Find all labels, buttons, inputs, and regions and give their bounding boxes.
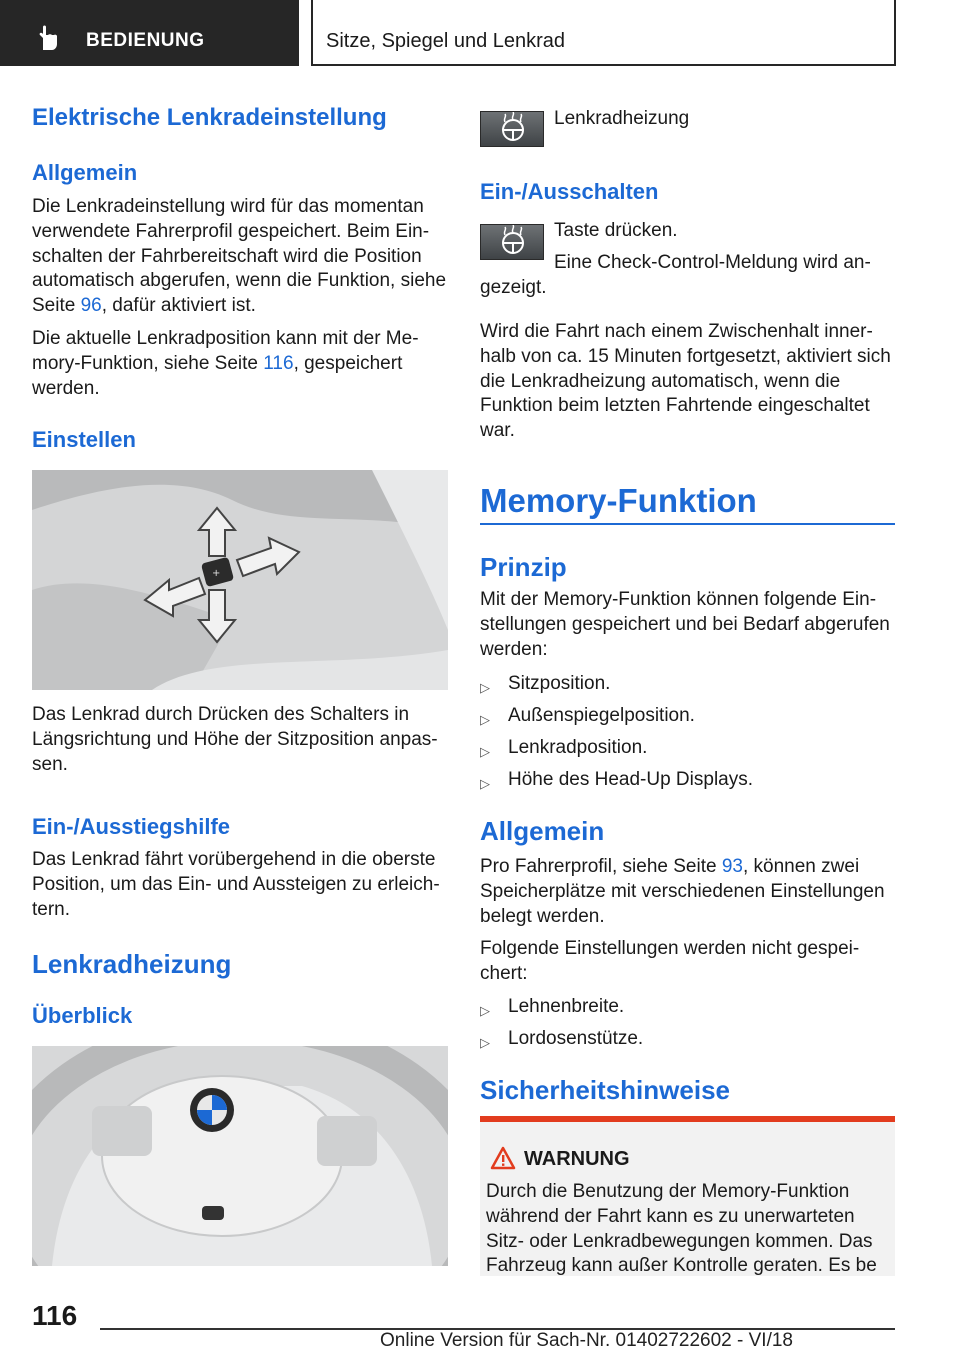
paragraph-prinzip: Mit der Memory-Funktion können folgende Einstellungen gespeichert und bei Bedarf abgerufen werden: (480, 589, 890, 660)
footer-online-version: Online Version für Sach-Nr. 01402722602 - VI/18 (380, 1330, 793, 1351)
hand-pointer-icon (34, 24, 62, 52)
chapter-label: BEDIENUNG (86, 30, 205, 51)
page-number: 116 (32, 1300, 78, 1331)
paragraph-nicht-gespeichert: Folgende Einstellungen werden nicht gespeichert: (480, 938, 860, 984)
heading-einstellen: Einstellen (32, 427, 136, 452)
heading-prinzip: Prinzip (480, 552, 567, 582)
section-header (311, 0, 896, 66)
heading-ueberblick: Überblick (32, 1003, 133, 1028)
section-label: Sitze, Spiegel und Lenkrad (326, 30, 566, 52)
steering-switch-image (32, 470, 448, 690)
link-page-93[interactable]: 93 (721, 856, 743, 877)
heading-lenkradheizung: Lenkradheizung (32, 949, 232, 979)
heading-allgemein: Allgemein (32, 160, 138, 185)
link-page-96[interactable]: 96 (80, 295, 102, 317)
bullet-triangle-icon: ▷ (480, 776, 490, 791)
heading-ausstiegshilfe: Ein-/Ausstiegshilfe (32, 814, 231, 839)
heading-sicherheitshinweise: Sicherheitshinweise (480, 1075, 730, 1105)
caption-einstellen: Das Lenkrad durch Drücken des Schalters in Längsrichtung und Höhe der Sitzposition anpassen. (32, 704, 438, 775)
heading-allgemein-2: Allgemein (480, 816, 605, 846)
bullet-triangle-icon: ▷ (480, 1003, 490, 1018)
warning-box (480, 1116, 895, 1276)
bullet-triangle-icon: ▷ (480, 712, 490, 727)
heading-ein-ausschalten: Ein-/Ausschalten (480, 179, 659, 204)
chapter-tab[interactable] (0, 0, 299, 66)
bullet-triangle-icon: ▷ (480, 1035, 490, 1050)
bullet-triangle-icon: ▷ (480, 744, 490, 759)
warning-triangle-icon (490, 1146, 516, 1170)
text-taste-druecken: Taste drücken. (554, 220, 678, 241)
paragraph-ausstiegshilfe: Das Lenkrad fährt vorübergehend in die oberste Position, um das Ein- und Aussteigen zu erleichtern. (32, 849, 440, 920)
icon-label-lenkradheizung: Lenkradheizung (554, 108, 690, 129)
paragraph-intro: Die Lenkradeinstellung wird für das momentan verwendete Fahrerprofil gespeichert. Beim Einschalten der Fahrbereitschaft wird die Position automatisch abgerufen, wenn die Funktion, siehe Seite 96, dafür aktiviert ist. (32, 196, 447, 317)
paragraph-auto-heating: Wird die Fahrt nach einem Zwischenhalt innerhalb von ca. 15 Minuten fortgesetzt, aktiviert sich die Lenkradheizung automatisch, wenn die Funktion beim letzten Fahrtende eingeschaltet war. (480, 321, 891, 442)
text-check-control: Eine Check-Control-Meldung wird angezeigt. (480, 252, 871, 298)
link-page-116[interactable]: 116 (263, 352, 294, 374)
warning-title: WARNUNG (524, 1148, 630, 1170)
svg-text:+: + (212, 568, 221, 579)
paragraph-fahrerprofil: Pro Fahrerprofil, siehe Seite 93, können zwei Speicherplätze mit verschiedenen Einstellungen belegt werden. (480, 856, 885, 927)
warning-text: Durch die Benutzung der Memory-Funktion während der Fahrt kann es zu unerwarteten Sitz- oder Lenkradbewegungen kommen. Das Fahrzeug kann außer Kontrolle geraten. Es be (486, 1181, 877, 1276)
steering-wheel-image (32, 1046, 448, 1266)
page-title: Elektrische Lenkradeinstellung (32, 104, 387, 131)
heading-memory-funktion: Memory-Funktion (480, 482, 757, 519)
bullet-triangle-icon: ▷ (480, 680, 490, 695)
paragraph-memory: Die aktuelle Lenkradposition kann mit der Memory-Funktion, siehe Seite 116, gespeichert werden. (32, 328, 419, 399)
steering-heating-button-icon (480, 111, 544, 147)
heading-rule (480, 523, 895, 525)
